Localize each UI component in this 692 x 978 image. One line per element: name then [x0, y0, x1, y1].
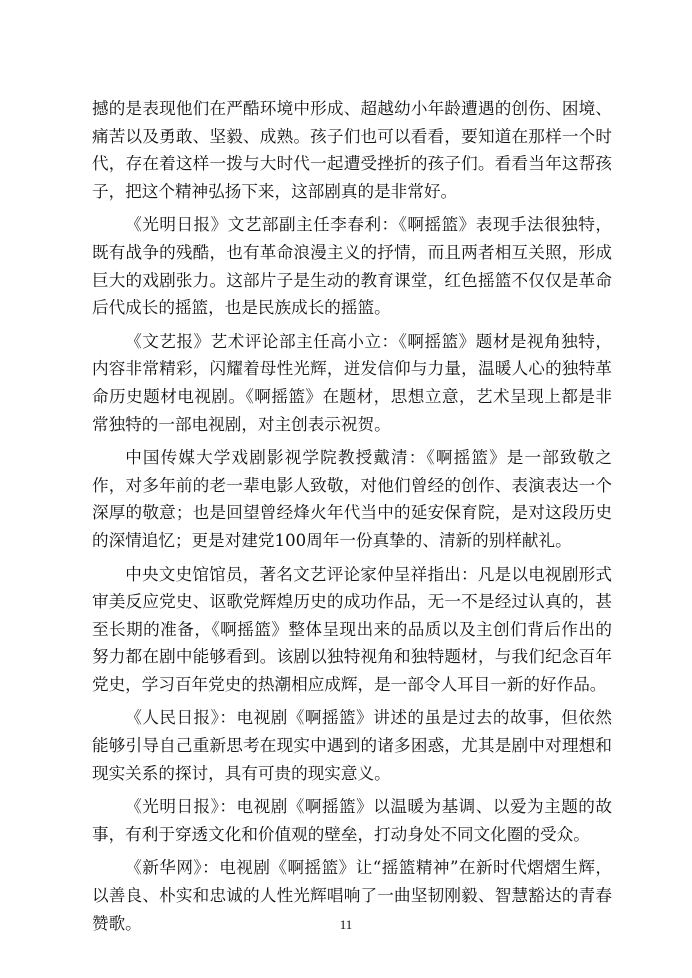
- paragraph-dai-qing-review: 中国传媒大学戏剧影视学院教授戴清：《啊摇篮》是一部致敬之作，对多年前的老一辈电影人致敬，对他们曾经的创作、表演表达一个深厚的敬意；也是回望曾经烽火年代当中的延安保育院，是对这段历史的深情追忆；更是对建党100周年一份真挚的、清新的别样献礼。: [92, 448, 612, 550]
- paragraph-gao-xiaoli-review: 《文艺报》艺术评论部主任高小立：《啊摇篮》题材是视角独特，内容非常精彩，闪耀着母性光辉，迸发信仰与力量，温暖人心的独特革命历史题材电视剧。《啊摇篮》在题材，思想立意，艺术呈现上都是非常独特的一部电视剧，对主创表示祝贺。: [92, 331, 612, 434]
- paragraph-guangming-daily-review: 《光明日报》：电视剧《啊摇篮》以温暖为基调、以爱为主题的故事，有利于穿透文化和价值观的壁垒，打动身处不同文化圈的受众。: [92, 797, 612, 844]
- paragraph-peoples-daily-review: 《人民日报》：电视剧《啊摇篮》讲述的虽是过去的故事，但依然能够引导自己重新思考在现实中遇到的诸多困惑，尤其是剧中对理想和现实关系的探讨，具有可贵的现实意义。: [92, 708, 612, 783]
- paragraph-li-chunli-review: 《光明日报》文艺部副主任李春利：《啊摇篮》表现手法很独特，既有战争的残酷，也有革命浪漫主义的抒情，而且两者相互关照，形成巨大的戏剧张力。这部片子是生动的教育课堂，红色摇篮不仅仅是革命后代成长的摇篮，也是民族成长的摇篮。: [92, 215, 612, 318]
- paragraph-continuation: 撼的是表现他们在严酷环境中形成、超越幼小年龄遭遇的创伤、困境、痛苦以及勇敢、坚毅、成熟。孩子们也可以看看，要知道在那样一个时代，存在着这样一拨与大时代一起遭受挫折的孩子们。看看当年这帮孩子，把这个精神弘扬下来，这部剧真的是非常好。: [92, 99, 612, 201]
- page-number: 11: [339, 917, 353, 932]
- paragraph-xinhua-review: 《新华网》：电视剧《啊摇篮》让“摇篮精神”在新时代熠熠生辉，以善良、朴实和忠诚的人性光辉唱响了一曲坚韧刚毅、智慧豁达的青春赞歌。: [92, 858, 612, 933]
- document-body: [92, 95, 612, 943]
- paragraph-zhong-chengxiang-review: 中央文史馆馆员，著名文艺评论家仲呈祥指出：凡是以电视剧形式审美反应党史、讴歌党辉煌历史的成功作品，无一不是经过认真的，甚至长期的准备，《啊摇篮》整体呈现出来的品质以及主创们背后作出的努力都在剧中能够看到。该剧以独特视角和独特题材，与我们纪念百年党史，学习百年党史的热潮相应成辉，是一部令人耳目一新的好作品。: [92, 564, 612, 694]
